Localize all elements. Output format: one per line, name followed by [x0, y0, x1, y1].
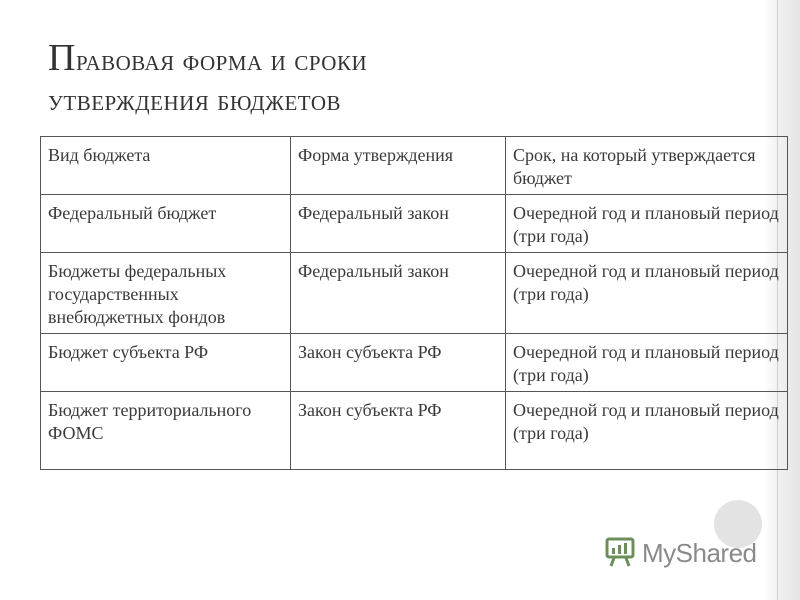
cell-budget-type: Бюджет территориального ФОМС — [41, 392, 291, 470]
watermark-text: MyShared — [642, 537, 757, 568]
budget-table — [40, 136, 788, 470]
cell-approval-term: Очередной год и плановый период (три года) — [506, 334, 788, 392]
slide-title-line-2: утверждения бюджетов — [48, 84, 342, 117]
cell-budget-type: Федеральный бюджет — [41, 195, 291, 253]
table-row — [41, 334, 788, 392]
cell-approval-form: Закон субъекта РФ — [291, 334, 506, 392]
header-budget-type: Вид бюджета — [41, 137, 291, 195]
cell-budget-type: Бюджет субъекта РФ — [41, 334, 291, 392]
cell-approval-form: Федеральный закон — [291, 253, 506, 334]
cell-approval-term: Очередной год и плановый период (три года) — [506, 195, 788, 253]
slide-title-first-letter: П — [48, 37, 76, 79]
cell-approval-form: Федеральный закон — [291, 195, 506, 253]
table-row — [41, 392, 788, 470]
slide-title-line-1-rest: равовая форма и сроки — [75, 44, 368, 77]
myshared-watermark — [604, 536, 757, 570]
table-row — [41, 253, 788, 334]
table-row — [41, 195, 788, 253]
cell-approval-term: Очередной год и плановый период (три года) — [506, 392, 788, 470]
cell-approval-term: Очередной год и плановый период (три года) — [506, 253, 788, 334]
slide-title-line-1 — [48, 38, 748, 81]
header-approval-form: Форма утверждения — [291, 137, 506, 195]
slide-title — [48, 38, 748, 121]
table-header-row — [41, 137, 788, 195]
presentation-board-icon — [604, 534, 638, 573]
cell-approval-form: Закон субъекта РФ — [291, 392, 506, 470]
cell-budget-type: Бюджеты федеральных государственных внебюджетных фондов — [41, 253, 291, 334]
header-approval-term: Срок, на который утверждается бюджет — [506, 137, 788, 195]
